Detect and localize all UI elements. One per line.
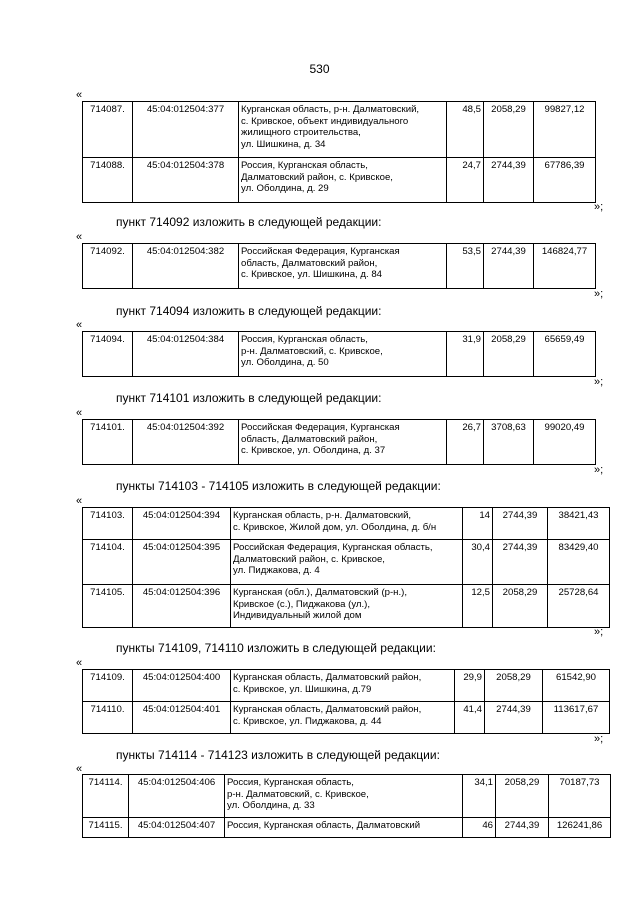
area-cell: 14 [463,508,493,540]
amendment-table [82,243,596,289]
price-cell: 2744,39 [496,818,549,838]
open-quote: « [76,657,83,669]
cadastral-number-cell: 45:04:012504:377 [133,102,239,158]
table-row [83,775,611,818]
open-quote: « [76,495,83,507]
cadastral-number-cell: 45:04:012504:395 [133,540,231,585]
area-cell: 26,7 [447,420,484,465]
address-cell: Российская Федерация, Курганская область, Далматовский район, с. Кривское, ул. Шишкина, д. 84 [239,244,447,289]
price-cell: 2744,39 [493,540,548,585]
price-cell: 2744,39 [485,702,543,734]
table-row [83,670,610,702]
cadastral-number-cell: 45:04:012504:401 [133,702,231,734]
item-number-cell: 714087. [83,102,133,158]
section-instruction: пункт 714094 изложить в следующей редакции: [116,304,382,318]
close-quote: »; [594,626,604,638]
item-number-cell: 714110. [83,702,133,734]
area-cell: 30,4 [463,540,493,585]
address-cell: Курганская область, р-н. Далматовский, с. Кривское, Жилой дом, ул. Оболдина, д. б/н [231,508,463,540]
total-cell: 99020,49 [534,420,596,465]
area-cell: 53,5 [447,244,484,289]
open-quote: « [76,407,83,419]
page-number: 530 [309,62,330,76]
price-cell: 3708,63 [484,420,534,465]
address-cell: Россия, Курганская область, Далматовский [225,818,463,838]
table-row [83,102,596,158]
total-cell: 67786,39 [534,158,596,203]
item-number-cell: 714105. [83,585,133,628]
amendment-table [82,774,611,838]
item-number-cell: 714114. [83,775,129,818]
total-cell: 70187,73 [549,775,611,818]
address-cell: Россия, Курганская область, Далматовский район, с. Кривское, ул. Оболдина, д. 29 [239,158,447,203]
total-cell: 38421,43 [548,508,610,540]
table-row [83,702,610,734]
table-row [83,420,596,465]
close-quote: »; [594,376,604,388]
item-number-cell: 714088. [83,158,133,203]
total-cell: 126241,86 [549,818,611,838]
address-cell: Россия, Курганская область, р-н. Далматовский, с. Кривское, ул. Оболдина, д. 33 [225,775,463,818]
section-instruction: пункты 714103 - 714105 изложить в следующей редакции: [116,479,441,493]
item-number-cell: 714104. [83,540,133,585]
table-row [83,818,611,838]
address-cell: Россия, Курганская область, р-н. Далматовский, с. Кривское, ул. Оболдина, д. 50 [239,332,447,377]
address-cell: Курганская область, Далматовский район, с. Кривское, ул. Пиджакова, д. 44 [231,702,455,734]
address-cell: Российская Федерация, Курганская область, Далматовский район, с. Кривское, ул. Оболдина, д. 37 [239,420,447,465]
section-instruction: пункты 714109, 714110 изложить в следующей редакции: [116,641,436,655]
price-cell: 2058,29 [484,102,534,158]
price-cell: 2744,39 [484,158,534,203]
section-instruction: пункт 714101 изложить в следующей редакции: [116,391,382,405]
cadastral-number-cell: 45:04:012504:407 [129,818,225,838]
total-cell: 83429,40 [548,540,610,585]
area-cell: 31,9 [447,332,484,377]
cadastral-number-cell: 45:04:012504:384 [133,332,239,377]
cadastral-number-cell: 45:04:012504:406 [129,775,225,818]
item-number-cell: 714103. [83,508,133,540]
open-quote: « [76,319,83,331]
price-cell: 2744,39 [484,244,534,289]
area-cell: 46 [463,818,496,838]
close-quote: »; [594,464,604,476]
address-cell: Курганская (обл.), Далматовский (р-н.), Кривское (с.), Пиджакова (ул.), Индивидуальный жилой дом [231,585,463,628]
amendment-table [82,331,596,377]
item-number-cell: 714109. [83,670,133,702]
cadastral-number-cell: 45:04:012504:382 [133,244,239,289]
area-cell: 24,7 [447,158,484,203]
area-cell: 41,4 [455,702,485,734]
area-cell: 12,5 [463,585,493,628]
item-number-cell: 714092. [83,244,133,289]
table-row [83,540,610,585]
open-quote: « [76,231,83,243]
item-number-cell: 714094. [83,332,133,377]
price-cell: 2058,29 [493,585,548,628]
total-cell: 25728,64 [548,585,610,628]
table-row [83,158,596,203]
table-row [83,508,610,540]
total-cell: 65659,49 [534,332,596,377]
section-instruction: пункты 714114 - 714123 изложить в следующей редакции: [116,748,440,762]
close-quote: »; [594,288,604,300]
total-cell: 146824,77 [534,244,596,289]
area-cell: 34,1 [463,775,496,818]
address-cell: Курганская область, Далматовский район, с. Кривское, ул. Шишкина, д.79 [231,670,455,702]
cadastral-number-cell: 45:04:012504:392 [133,420,239,465]
amendment-table [82,419,596,465]
area-cell: 29,9 [455,670,485,702]
address-cell: Российская Федерация, Курганская область, Далматовский район, с. Кривское, ул. Пиджакова, д. 4 [231,540,463,585]
price-cell: 2058,29 [484,332,534,377]
table-row [83,332,596,377]
close-quote: »; [594,201,604,213]
cadastral-number-cell: 45:04:012504:394 [133,508,231,540]
total-cell: 61542,90 [543,670,610,702]
item-number-cell: 714101. [83,420,133,465]
total-cell: 113617,67 [543,702,610,734]
price-cell: 2058,29 [496,775,549,818]
close-quote: »; [594,733,604,745]
open-quote: « [76,763,83,775]
cadastral-number-cell: 45:04:012504:400 [133,670,231,702]
address-cell: Курганская область, р-н. Далматовский, с. Кривское, объект индивидуального жилищного строительства, ул. Шишкина, д. 34 [239,102,447,158]
total-cell: 99827,12 [534,102,596,158]
price-cell: 2744,39 [493,508,548,540]
open-quote: « [76,89,83,101]
amendment-table [82,507,610,628]
area-cell: 48,5 [447,102,484,158]
table-row [83,244,596,289]
cadastral-number-cell: 45:04:012504:378 [133,158,239,203]
section-instruction: пункт 714092 изложить в следующей редакции: [116,215,382,229]
cadastral-number-cell: 45:04:012504:396 [133,585,231,628]
price-cell: 2058,29 [485,670,543,702]
amendment-table [82,669,610,734]
amendment-table [82,101,596,203]
table-row [83,585,610,628]
item-number-cell: 714115. [83,818,129,838]
